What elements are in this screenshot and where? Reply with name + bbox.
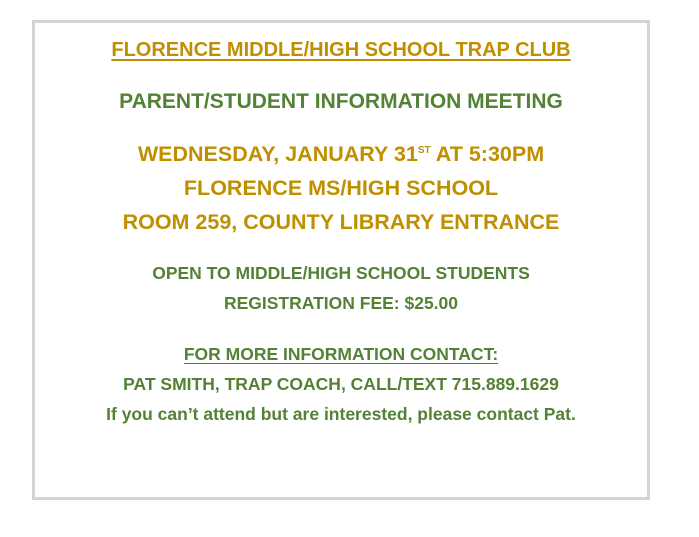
meeting-date-main: WEDNESDAY, JANUARY 31: [137, 142, 418, 166]
meeting-title: PARENT/STUDENT INFORMATION MEETING: [119, 90, 563, 113]
contact-heading: FOR MORE INFORMATION CONTACT:: [183, 344, 499, 364]
meeting-date: [35, 144, 647, 166]
club-title: FLORENCE MIDDLE/HIGH SCHOOL TRAP CLUB: [111, 39, 571, 61]
flyer-box: [32, 20, 650, 500]
registration-fee: REGISTRATION FEE: $25.00: [223, 293, 459, 313]
contact-person: PAT SMITH, TRAP COACH, CALL/TEXT 715.889.1629: [123, 374, 559, 394]
meeting-location-school: FLORENCE MS/HIGH SCHOOL: [183, 176, 499, 200]
meeting-date-time: AT 5:30PM: [430, 142, 545, 166]
eligibility-text: OPEN TO MIDDLE/HIGH SCHOOL STUDENTS: [152, 263, 530, 283]
meeting-location-room: ROOM 259, COUNTY LIBRARY ENTRANCE: [122, 210, 560, 234]
contact-note: If you can’t attend but are interested, please contact Pat.: [106, 404, 576, 424]
meeting-date-ordinal: ST: [417, 145, 431, 156]
